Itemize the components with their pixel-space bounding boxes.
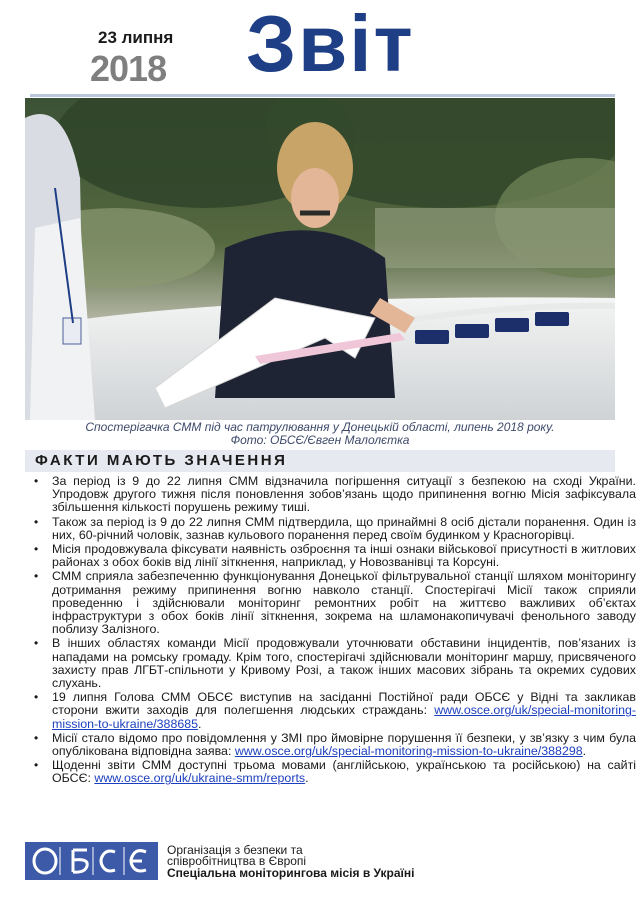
bullet-icon: • [34, 474, 39, 488]
photo-caption [25, 421, 615, 447]
bullet-icon: • [34, 636, 39, 651]
report-title: Звіт [246, 0, 415, 88]
fact-text: За період із 9 до 22 липня СММ відзначила погіршення ситуації з безпекою на сході України. Упродовж другого тижня після поновлення зобов’язань щодо припинення вогню Місія зафіксувала збільшення кількості порушень режиму тиші. [52, 474, 636, 515]
header-divider [30, 94, 615, 97]
bullet-icon: • [34, 690, 39, 705]
osce-logo [25, 842, 158, 880]
bullet-icon: • [34, 514, 39, 529]
fact-punct: . [198, 716, 202, 731]
bullet-icon: • [34, 569, 39, 584]
fact-text: В інших областях команди Місії продовжували уточнювати обставини інцидентів, пов’язаних із нападами на ромську громаду. Крім того, спостерігачі здійснювали моніторинг маршу, присвяченого захисту прав ЛГБТ-спільноти у Кривому Розі, а також інших масових зібрань та окремих судових слухань. [52, 636, 636, 691]
org-name-line1: Організація з безпеки та [167, 843, 303, 857]
fact-text: Щоденні звіти СММ доступні трьома мовами (англійською, українською та російською) на сайті ОБСЄ: [52, 758, 636, 786]
bullet-icon: • [34, 542, 39, 557]
fact-item [30, 732, 636, 758]
osce-statement-link[interactable]: www.osce.org/uk/special-monitoring-mission-to-ukraine/388685 [52, 703, 636, 731]
fact-punct: . [305, 771, 309, 786]
security-statement-link[interactable]: www.osce.org/uk/special-monitoring-mission-to-ukraine/388298 [234, 744, 583, 759]
fact-punct: . [582, 744, 587, 759]
fact-text: Місія продовжувала фіксувати наявність озброєння та інші ознаки військової присутності в житлових районах з обох боків від лінії зіткнення, наприклад, у Новозванівці та Корсуні. [52, 542, 636, 570]
facts-list [30, 475, 636, 787]
fact-item [30, 543, 636, 569]
fact-item [30, 570, 636, 636]
fact-item [30, 637, 636, 690]
bullet-icon: • [34, 758, 39, 773]
footer [25, 842, 615, 888]
patrol-photo [25, 98, 615, 420]
fact-item [30, 475, 636, 515]
fact-text: Місії стало відомо про повідомлення у ЗМІ про ймовірне порушення її безпеки, у зв’язку з чим була опублікована відповідна заява: [52, 730, 636, 759]
bullet-icon: • [34, 730, 39, 745]
org-name-line2: співробітництва в Європі [167, 854, 307, 868]
fact-item [30, 691, 636, 731]
section-heading: ФАКТИ МАЮТЬ ЗНАЧЕННЯ [35, 452, 288, 469]
caption-text: Спостерігачка СММ під час патрулювання у Донецькій області, липень 2018 року. [85, 420, 555, 434]
mission-name: Спеціальна моніторингова місія в Україні [167, 866, 415, 880]
fact-item [30, 759, 636, 785]
daily-reports-link[interactable]: www.osce.org/uk/ukraine-smm/reports [94, 771, 306, 786]
fact-text: Також за період із 9 до 22 липня СММ підтвердила, що принаймні 8 осіб дістали поранення. Один із них, 60-річний чоловік, зазнав кульового поранення перед своїм будинком у Красногорівці. [52, 514, 636, 542]
report-date: 23 липня [98, 28, 174, 47]
fact-text: СММ сприяла забезпеченню функціонування Донецької фільтрувальної станції шляхом моніторингу дотримання режиму припинення вогню навколо станції. Спостерігачі Місії також сприяли проведенню і здійснювали моніторинг ремонтних робіт на життєво важливих об’єктах інфраструктури з обох боків лінії зіткнення, зокрема на шламонакопичувачі фенольного заводу поблизу Залізного. [52, 569, 636, 637]
fact-text: 19 липня Голова СММ ОБСЄ виступив на засіданні Постійної ради ОБСЄ у Відні та закликав сторони вжити заходів для полегшення людських страждань: [52, 690, 636, 718]
report-year: 2018 [90, 48, 167, 89]
fact-item [30, 516, 636, 542]
caption-credit: Фото: ОБСЄ/Євген Малолєтка [230, 433, 410, 447]
